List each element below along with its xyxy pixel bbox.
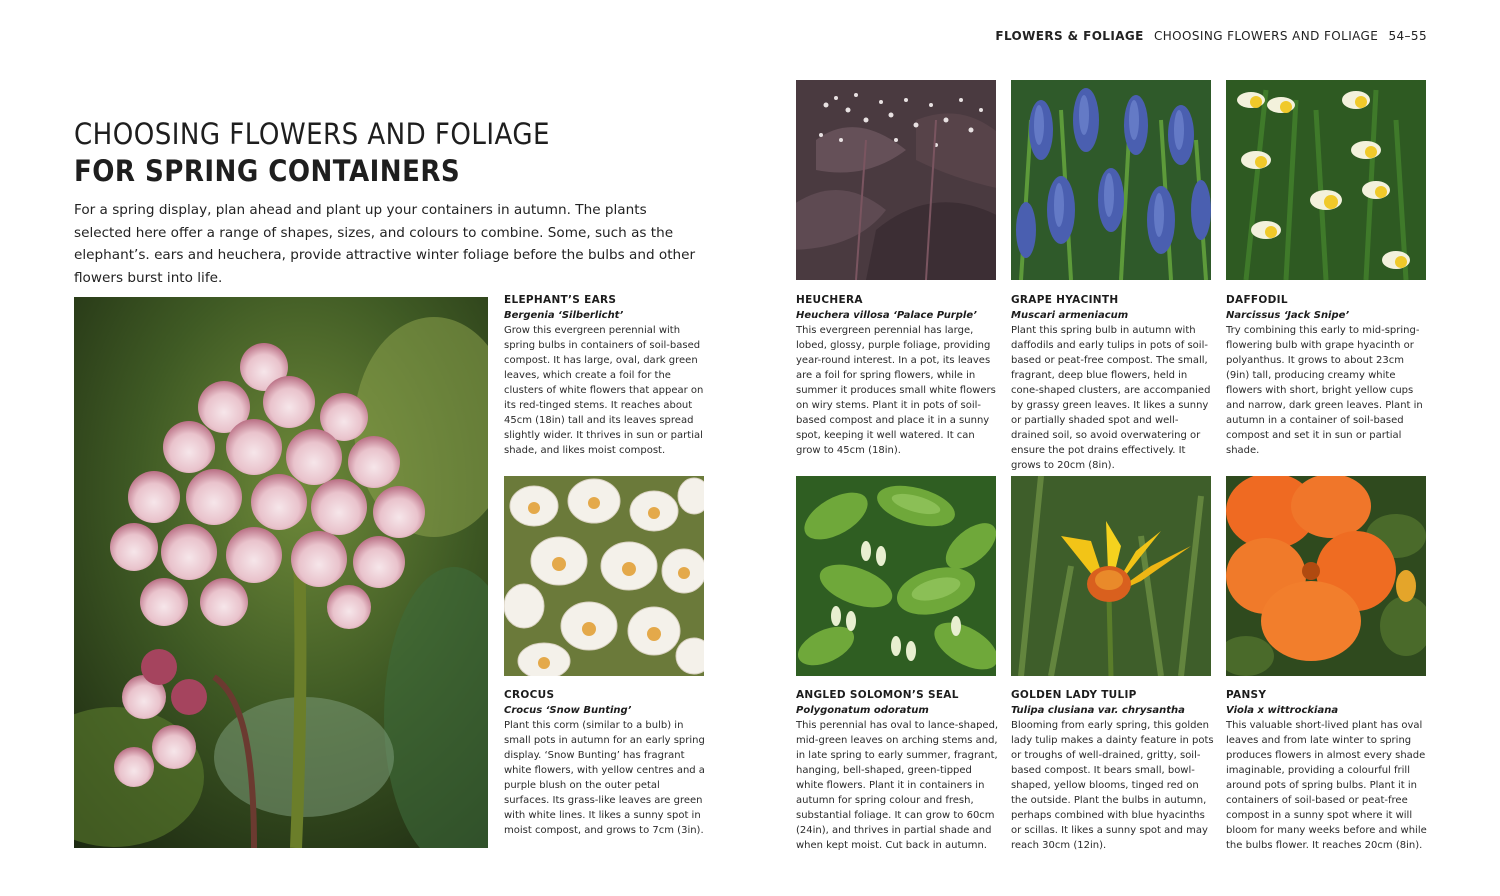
- plant-name: ANGLED SOLOMON’S SEAL: [796, 689, 959, 701]
- plant-description: This perennial has oval to lance-shaped, mid-green leaves on arching stems and, in late spring to early summer, fragrant, hanging, bell-shaped, green-tipped white flowers. Plant it in containers in autumn for spring colour and fresh, substantial foliage. It can grow to 60cm (24in), and thrives in partial shade and when kept moist. Cut back in autumn.: [796, 720, 999, 851]
- plant-latin-name: Polygonatum odoratum: [796, 705, 929, 716]
- plant-description: This evergreen perennial has large, lobed, glossy, purple foliage, providing year-round interest. In a pot, its leaves are a foil for spring flowers, while in summer it produces small white flowers on wiry stems. Plant it in pots of soil-based compost and place it in a sunny spot, keeping it well watered. It can grow to 45cm (18in).: [796, 325, 996, 456]
- plant-latin-name: Viola x wittrockiana: [1226, 705, 1339, 716]
- plant-name: GRAPE HYACINTH: [1011, 294, 1119, 306]
- intro-paragraph: For a spring display, plan ahead and plant up your containers in autumn. The plants selected here offer a range of shapes, sizes, and colours to combine. Some, such as the elephant’s. ears and heuchera, provide attractive winter foliage before the bulbs and other flowers burst into life.: [74, 202, 696, 286]
- plant-entry-crocus: [504, 688, 708, 838]
- plant-entry-golden-lady-tulip: [1011, 688, 1215, 853]
- elephants-ears-photo: [74, 297, 488, 848]
- crocus-photo: [504, 476, 704, 676]
- page-title-line2: FOR SPRING CONTAINERS: [74, 154, 461, 188]
- pansy-photo: [1226, 476, 1426, 676]
- plant-description: Grow this evergreen perennial with spring bulbs in containers of soil-based compost. It has large, oval, dark green leaves, which create a foil for the clusters of white flowers that appear on its red-tinged stems. It reaches about 45cm (18in) tall and its leaves spread slightly wider. It thrives in sun or partial shade, and likes moist compost.: [504, 325, 704, 456]
- plant-name: DAFFODIL: [1226, 294, 1288, 306]
- section-label: FLOWERS & FOLIAGE: [995, 29, 1144, 43]
- plant-entry-angled-solomons-seal: [796, 688, 1000, 853]
- plant-entry-grape-hyacinth: [1011, 293, 1215, 473]
- chapter-title: CHOOSING FLOWERS AND FOLIAGE: [1153, 29, 1379, 43]
- plant-latin-name: Bergenia ‘Silberlicht’: [504, 310, 624, 321]
- grape-hyacinth-photo: [1011, 80, 1211, 280]
- page-numbers: 54–55: [1388, 29, 1427, 43]
- plant-description: Try combining this early to mid-spring-flowering bulb with grape hyacinth or polyanthus. It grows to about 23cm (9in) tall, producing creamy white flowers with short, bright yellow cups and narrow, dark green leaves. Plant in autumn in a container of soil-based compost and set it in sun or partial shade.: [1226, 325, 1423, 456]
- daffodil-photo: [1226, 80, 1426, 280]
- solomons-seal-photo: [796, 476, 996, 676]
- running-head: [995, 29, 1427, 43]
- plant-description: Blooming from early spring, this golden lady tulip makes a dainty feature in pots or troughs of well-drained, gritty, soil-based compost. It bears small, bowl-shaped, yellow blooms, tinged red on the outside. Plant the bulbs in autumn, perhaps combined with blue hyacinths or scillas. It likes a sunny spot and may reach 30cm (12in).: [1011, 720, 1214, 851]
- plant-latin-name: Tulipa clusiana var. chrysantha: [1011, 705, 1185, 716]
- plant-entry-elephants-ears: [504, 293, 708, 458]
- plant-description: Plant this corm (similar to a bulb) in small pots in autumn for an early spring display. ‘Snow Bunting’ has fragrant white flowers, with yellow centres and a purple blush on the outer petal surfaces. Its grass-like leaves are green with white lines. It likes a sunny spot in moist compost, and grows to 7cm (3in).: [504, 720, 705, 836]
- plant-latin-name: Muscari armeniacum: [1011, 310, 1129, 321]
- heuchera-photo: [796, 80, 996, 280]
- plant-entry-daffodil: [1226, 293, 1430, 458]
- plant-name: HEUCHERA: [796, 294, 863, 306]
- plant-entry-heuchera: [796, 293, 1000, 458]
- plant-latin-name: Narcissus ‘Jack Snipe’: [1226, 310, 1350, 321]
- plant-description: This valuable short-lived plant has oval leaves and from late winter to spring produces flowers in almost every shade imaginable, providing a colourful frill around pots of spring bulbs. Plant it in containers of soil-based or peat-free compost in a sunny spot where it will bloom for many weeks before and while the bulbs flower. It reaches 20cm (8in).: [1226, 720, 1427, 851]
- plant-name: CROCUS: [504, 689, 555, 701]
- golden-lady-tulip-photo: [1011, 476, 1211, 676]
- plant-description: Plant this spring bulb in autumn with daffodils and early tulips in pots of soil-based or peat-free compost. The small, fragrant, deep blue flowers, held in cone-shaped clusters, are accompanied by grassy green leaves. It likes a sunny or partially shaded spot and well-drained soil, so avoid overwatering or ensure the pot drains effectively. It grows to 20cm (8in).: [1011, 325, 1211, 471]
- plant-latin-name: Crocus ‘Snow Bunting’: [504, 705, 632, 716]
- plant-name: ELEPHANT’S EARS: [504, 294, 617, 306]
- plant-name: GOLDEN LADY TULIP: [1011, 689, 1137, 701]
- plant-latin-name: Heuchera villosa ‘Palace Purple’: [796, 310, 977, 321]
- plant-entry-pansy: [1226, 688, 1430, 853]
- plant-name: PANSY: [1226, 689, 1267, 701]
- page-title-line1: CHOOSING FLOWERS AND FOLIAGE: [74, 117, 551, 151]
